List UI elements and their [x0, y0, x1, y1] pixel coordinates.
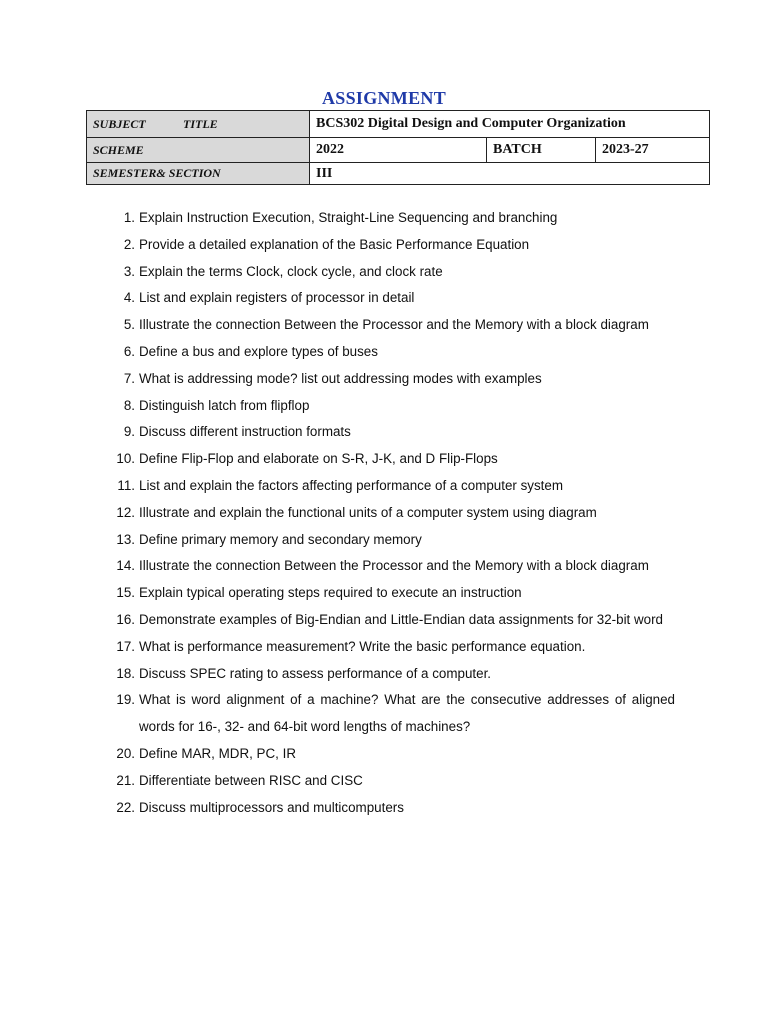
- question-text: Illustrate the connection Between the Processor and the Memory with a block diagram: [139, 317, 649, 333]
- list-item: [112, 259, 675, 286]
- list-item: [112, 687, 675, 741]
- subject-value: BCS302 Digital Design and Computer Organization: [310, 111, 710, 138]
- list-item: [112, 768, 675, 795]
- question-number: 22.: [116, 799, 135, 815]
- question-text: Define MAR, MDR, PC, IR: [139, 745, 296, 761]
- batch-label: BATCH: [487, 138, 596, 163]
- question-text: List and explain the factors affecting performance of a computer system: [139, 477, 564, 493]
- question-text: Distinguish latch from flipflop: [139, 397, 310, 413]
- question-text: Provide a detailed explanation of the Basic Performance Equation: [139, 236, 530, 252]
- question-number: 9.: [123, 424, 135, 440]
- list-item: [112, 607, 675, 634]
- batch-value: 2023-27: [596, 138, 710, 163]
- question-number: 4.: [123, 290, 135, 306]
- semester-value: III: [310, 163, 710, 185]
- subject-row: [87, 111, 710, 138]
- scheme-value: 2022: [310, 138, 487, 163]
- question-text: Explain Instruction Execution, Straight-Line Sequencing and branching: [139, 210, 558, 225]
- question-number: 6.: [123, 343, 135, 359]
- question-number: 17.: [116, 638, 135, 654]
- question-text: Illustrate the connection Between the Processor and the Memory with a block diagram: [139, 558, 649, 574]
- semester-row: [87, 163, 710, 185]
- list-item: [112, 232, 675, 259]
- list-item: [112, 339, 675, 366]
- list-item: [112, 473, 675, 500]
- scheme-label: SCHEME: [87, 138, 310, 163]
- question-number: 1.: [123, 210, 135, 225]
- list-item: [112, 312, 675, 339]
- question-number: 13.: [116, 531, 135, 547]
- list-item: [112, 419, 675, 446]
- list-item: [112, 393, 675, 420]
- page-title: ASSIGNMENT: [321, 88, 447, 108]
- list-item: [112, 500, 675, 527]
- semester-label: SEMESTER& SECTION: [87, 163, 310, 185]
- question-text: Demonstrate examples of Big-Endian and Little-Endian data assignments for 32-bit word: [139, 611, 664, 627]
- question-number: 10.: [116, 451, 135, 467]
- question-number: 7.: [123, 370, 135, 386]
- question-number: 5.: [123, 317, 135, 333]
- title-label: TITLE: [183, 116, 218, 131]
- list-item: [112, 205, 675, 232]
- list-item: [112, 741, 675, 768]
- question-text: Explain typical operating steps required to execute an instruction: [139, 585, 522, 601]
- question-number: 11.: [117, 477, 135, 493]
- question-text: What is addressing mode? list out addressing modes with examples: [139, 370, 542, 386]
- question-text: Define Flip-Flop and elaborate on S-R, J-K, and D Flip-Flops: [139, 451, 498, 467]
- question-number: 18.: [116, 665, 135, 681]
- question-number: 16.: [116, 611, 135, 627]
- question-number: 20.: [116, 745, 135, 761]
- question-list: [112, 205, 675, 821]
- course-info-table: [86, 110, 710, 185]
- question-number: 2.: [123, 236, 135, 252]
- list-item: [112, 580, 675, 607]
- subject-label: SUBJECT: [93, 116, 146, 131]
- question-number: 19.: [116, 692, 135, 708]
- question-text: List and explain registers of processor in detail: [139, 290, 415, 306]
- question-text: Define primary memory and secondary memory: [139, 531, 422, 547]
- question-number: 14.: [116, 558, 135, 574]
- scheme-row: [87, 138, 710, 163]
- subject-title-label-cell: [87, 111, 310, 138]
- question-text: Discuss multiprocessors and multicomputers: [139, 799, 404, 815]
- question-text: Discuss different instruction formats: [139, 424, 351, 440]
- list-item: [112, 446, 675, 473]
- list-item: [112, 527, 675, 554]
- question-number: 21.: [116, 772, 135, 788]
- question-text: Differentiate between RISC and CISC: [139, 772, 363, 788]
- question-number: 12.: [116, 504, 135, 520]
- list-item: [112, 366, 675, 393]
- question-text: What is word alignment of a machine? What are the consecutive addresses of aligned words for 16-, 32- and 64-bit word lengths of machines?: [139, 692, 675, 735]
- question-text: Explain the terms Clock, clock cycle, and clock rate: [139, 263, 443, 279]
- question-text: Illustrate and explain the functional units of a computer system using diagram: [139, 504, 597, 520]
- list-item: [112, 634, 675, 661]
- question-number: 15.: [116, 585, 135, 601]
- question-text: What is performance measurement? Write the basic performance equation.: [139, 638, 586, 654]
- list-item: [112, 661, 675, 688]
- list-item: [112, 285, 675, 312]
- question-text: Define a bus and explore types of buses: [139, 343, 378, 359]
- list-item: [112, 553, 675, 580]
- question-text: Discuss SPEC rating to assess performance of a computer.: [139, 665, 492, 681]
- list-item: [112, 795, 675, 822]
- question-number: 3.: [123, 263, 135, 279]
- question-number: 8.: [123, 397, 135, 413]
